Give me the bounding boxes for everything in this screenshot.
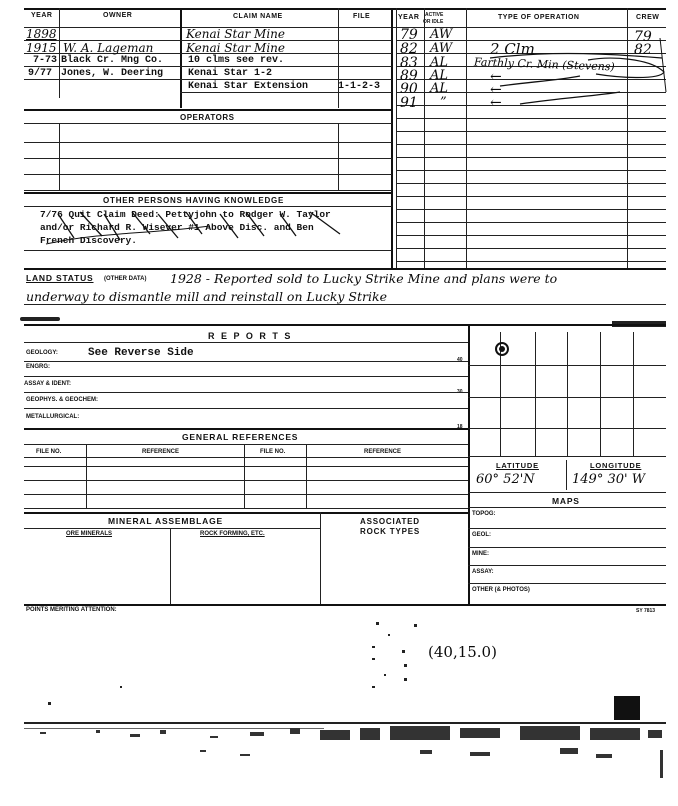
op-row-1-year: 79 <box>400 27 418 43</box>
op-row-2-type: 2 Clm <box>490 40 535 58</box>
form-number: SY 7813 <box>636 608 656 614</box>
metallurgical-label: METALLURGICAL: <box>26 414 80 420</box>
geology-label: GEOLOGY: <box>26 350 58 356</box>
scribble-marks <box>40 204 380 254</box>
op-row-6-year: 91 <box>400 95 418 111</box>
handwritten-strokes <box>0 0 678 300</box>
engrg-label: ENGRG: <box>26 364 50 370</box>
op-row-5-year: 90 <box>400 81 418 97</box>
header-year-2: YEAR <box>398 14 420 21</box>
header-owner: OWNER <box>103 12 133 19</box>
gen-ref-file-no: FILE NO. <box>36 449 62 455</box>
points-meriting-attention-label: POINTS MERITING ATTENTION: <box>26 607 117 613</box>
maps-geol: GEOL: <box>472 532 491 538</box>
owner-row-4-year: 9/77 <box>28 68 53 79</box>
header-file: FILE <box>353 13 371 20</box>
header-crew: CREW <box>636 14 660 21</box>
owner-row-3-year: 7-73 <box>33 55 58 66</box>
op-row-4-type: ← <box>490 69 502 85</box>
land-status-label: LAND STATUS <box>26 273 94 283</box>
associated-label: ASSOCIATED <box>360 517 420 526</box>
op-row-2-year: 82 <box>400 41 418 57</box>
other-persons-line-2: and/or Richard R. Wisever #1 Above Disc. and Ben <box>40 222 314 233</box>
op-row-1-status: AW <box>430 27 453 42</box>
latitude-value: 60° 52'N <box>476 472 535 487</box>
owner-row-2-year: 1915 <box>26 41 57 55</box>
maps-assay: ASSAY: <box>472 569 494 575</box>
op-row-4-year: 89 <box>400 68 418 84</box>
operators-label: OPERATORS <box>180 113 235 122</box>
owner-row-4-owner: Jones, W. Deering <box>61 68 164 79</box>
op-row-2-status: AW <box>430 41 453 56</box>
owner-row-2-claim: Kenai Star Mine <box>186 41 285 55</box>
owner-row-3-claim: 10 clms see rev. <box>188 55 285 66</box>
land-status-sub: (OTHER DATA) <box>104 276 147 282</box>
owner-row-1-year: 1898 <box>26 27 57 41</box>
margin-40: 40 <box>457 357 463 363</box>
owner-row-5-claim: Kenai Star Extension <box>188 81 309 92</box>
header-or-idle: OR IDLE <box>423 19 444 25</box>
op-row-6-status: ” <box>440 95 447 110</box>
land-status-text-2: underway to dismantle mill and reinstall on Lucky Strike <box>26 289 387 304</box>
rock-types-label: ROCK TYPES <box>360 527 421 536</box>
owner-row-3-owner: Black Cr. Mng Co. <box>61 55 164 66</box>
longitude-value: 149° 30' W <box>572 472 646 487</box>
header-claim-name: CLAIM NAME <box>233 13 283 20</box>
owner-row-2-owner: W. A. Lageman <box>63 41 154 55</box>
assay-label: ASSAY & IDENT: <box>24 381 72 387</box>
rock-forming-label: ROCK FORMING, ETC. <box>200 531 265 537</box>
margin-30: 30 <box>457 389 463 395</box>
latitude-label: LATITUDE <box>496 461 539 470</box>
other-persons-label: OTHER PERSONS HAVING KNOWLEDGE <box>103 196 285 205</box>
gen-ref-reference-2: REFERENCE <box>364 449 402 455</box>
ore-minerals-label: ORE MINERALS <box>66 531 113 537</box>
geophys-label: GEOPHYS. & GEOCHEM: <box>26 397 99 403</box>
margin-18: 18 <box>457 424 463 430</box>
reports-label: R E P O R T S <box>208 331 293 341</box>
maps-label: MAPS <box>552 496 580 506</box>
smudge-left <box>20 317 60 321</box>
header-active: ACTIVE <box>425 12 444 18</box>
longitude-label: LONGITUDE <box>590 461 642 470</box>
op-row-2-crew: 82 <box>634 42 652 58</box>
op-row-5-status: AL <box>430 81 449 96</box>
maps-mine: MINE: <box>472 551 489 557</box>
file-value: 1-1-2-3 <box>338 81 381 92</box>
op-row-1-crew: 79 <box>634 29 652 45</box>
gen-ref-file-no-2: FILE NO. <box>260 449 286 455</box>
op-row-6-type: ← <box>490 95 502 111</box>
points-note: (40,15.0) <box>428 643 497 661</box>
mineral-assemblage-label: MINERAL ASSEMBLAGE <box>108 516 223 526</box>
op-row-4-status: AL <box>430 68 449 83</box>
general-references-label: GENERAL REFERENCES <box>182 432 299 442</box>
op-row-3-status: AL <box>430 55 449 70</box>
geology-value: See Reverse Side <box>88 347 194 359</box>
other-persons-line-3: French Discovery. <box>40 235 137 246</box>
owner-row-4-claim: Kenai Star 1-2 <box>188 68 273 79</box>
op-row-3-type: Farthly Cr. Min (Stevens) <box>473 55 615 74</box>
other-persons-line-1: 7/76 Quit Claim Deed: Pettyjohn to Rodger W. Taylor <box>40 209 331 220</box>
op-row-3-year: 83 <box>400 55 418 71</box>
maps-other: OTHER (& PHOTOS) <box>472 587 530 593</box>
gen-ref-reference: REFERENCE <box>142 449 180 455</box>
header-year: YEAR <box>31 12 53 19</box>
owner-row-1-claim: Kenai Star Mine <box>186 27 285 41</box>
land-status-text-1: 1928 - Reported sold to Lucky Strike Mine and plans were to <box>170 271 558 286</box>
location-marker-dot <box>499 346 505 352</box>
header-type-of-operation: TYPE OF OPERATION <box>498 14 580 21</box>
scan-noise <box>0 600 678 806</box>
op-row-5-type: ← <box>490 82 502 98</box>
maps-topog: TOPOG: <box>472 511 496 517</box>
